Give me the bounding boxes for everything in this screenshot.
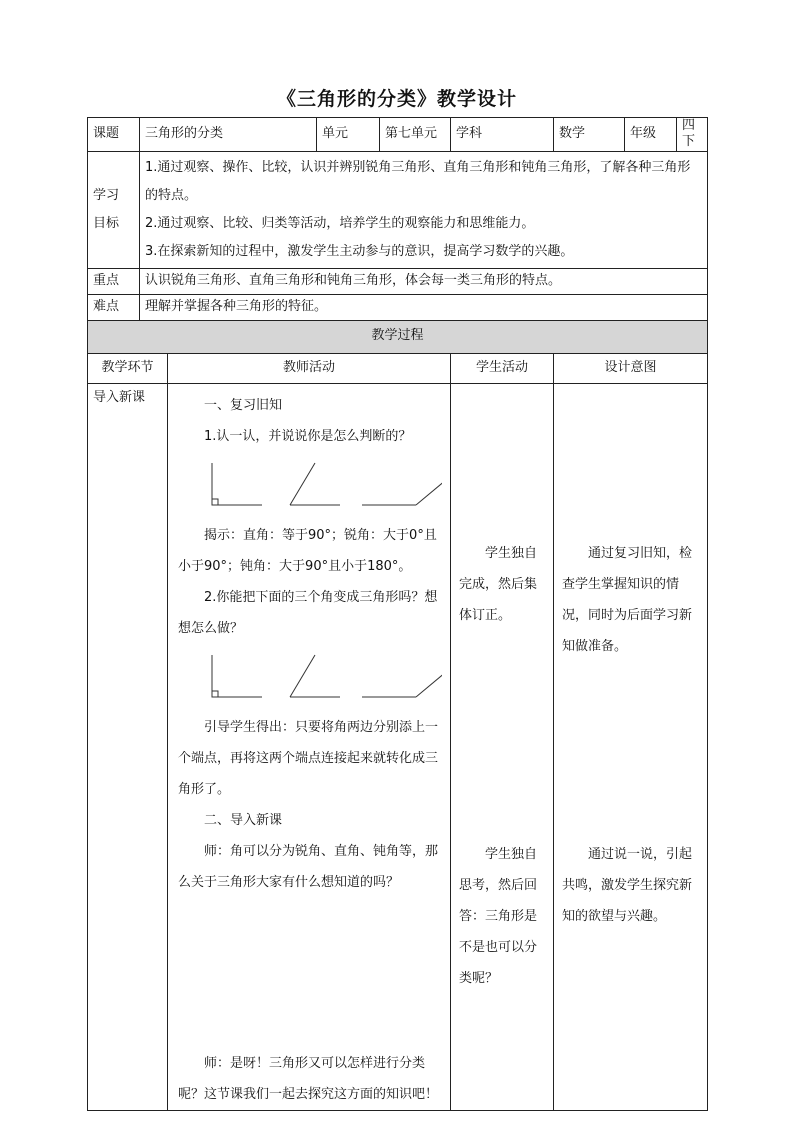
topic-label: 课题 [88,118,140,152]
student-a2: 学生独自思考，然后回答：三角形是不是也可以分类呢？ [459,846,538,986]
difficulty-label: 难点 [88,294,140,320]
design-intent [554,383,708,1110]
document-title: 《三角形的分类》教学设计 [276,88,517,110]
teacher-p8: 师：是呀！三角形又可以怎样进行分类呢？这节课我们一起去探究这方面的知识吧！ [178,1055,439,1102]
teacher-p4: 2.你能把下面的三个角变成三角形吗？想想怎么做？ [178,589,438,636]
goal-item: 3.在探索新知的过程中，激发学生主动参与的意识，提高学习数学的兴趣。 [145,243,574,259]
stage-cell [88,383,168,1110]
header-row [88,118,708,152]
right-angle-icon [210,652,262,702]
student-activity [451,383,554,1110]
key-point-row [88,268,708,294]
lesson-plan-table [87,117,708,1111]
goals-content [140,151,708,268]
subject-label: 学科 [451,118,554,152]
subject-value: 数学 [554,118,625,152]
goals-label-line2: 目标 [93,215,120,231]
intent-i1: 通过复习旧知，检查学生掌握知识的情况，同时为后面学习新知做准备。 [562,545,693,654]
goals-row [88,151,708,268]
column-header-row [88,353,708,383]
stage-label: 导入新课 [93,389,146,405]
process-title-row [88,320,708,353]
col-teacher-header: 教师活动 [168,353,451,383]
teacher-p5: 引导学生得出：只要将角两边分别添上一个端点，再将这两个端点连接起来就转化成三角形了。 [178,719,439,797]
teacher-p6: 二、导入新课 [204,812,283,828]
teacher-activity [168,383,451,1110]
goal-item: 1.通过观察、操作、比较，认识并辨别锐角三角形、直角三角形和钝角三角形，了解各种三角形的特点。 [145,159,691,203]
angle-figures-2 [178,646,442,702]
goals-label [88,151,140,268]
student-a1: 学生独自完成，然后集体订正。 [459,545,538,623]
topic-value: 三角形的分类 [140,118,317,152]
obtuse-angle-icon [360,460,442,510]
col-intent-header: 设计意图 [554,353,708,383]
acute-angle-icon [288,652,340,702]
col-stage-header: 教学环节 [88,353,168,383]
difficulty-text: 理解并掌握各种三角形的特征。 [140,294,708,320]
grade-label: 年级 [625,118,677,152]
key-point-text: 认识锐角三角形、直角三角形和钝角三角形，体会每一类三角形的特点。 [140,268,708,294]
intent-i2: 通过说一说，引起共鸣，激发学生探究新知的欲望与兴趣。 [562,846,693,924]
key-point-label: 重点 [88,268,140,294]
grade-value: 四下 [677,118,708,152]
angle-figures-1 [178,454,442,510]
obtuse-angle-icon [360,652,442,702]
col-student-header: 学生活动 [451,353,554,383]
teacher-p7: 师：角可以分为锐角、直角、钝角等，那么关于三角形大家有什么想知道的吗？ [178,843,439,890]
difficulty-row [88,294,708,320]
goal-item: 2.通过观察、比较、归类等活动，培养学生的观察能力和思维能力。 [145,215,535,231]
unit-label: 单元 [317,118,380,152]
unit-value: 第七单元 [380,118,451,152]
process-title: 教学过程 [88,320,708,353]
right-angle-icon [210,460,262,510]
teacher-p1: 一、复习旧知 [204,397,283,413]
intro-stage-row [88,383,708,1110]
acute-angle-icon [288,460,340,510]
teacher-p3: 揭示：直角：等于90°；锐角：大于0°且小于90°；钝角：大于90°且小于180°。 [178,527,437,574]
teacher-p2: 1.认一认，并说说你是怎么判断的？ [204,428,412,444]
goals-label-line1: 学习 [93,187,120,203]
